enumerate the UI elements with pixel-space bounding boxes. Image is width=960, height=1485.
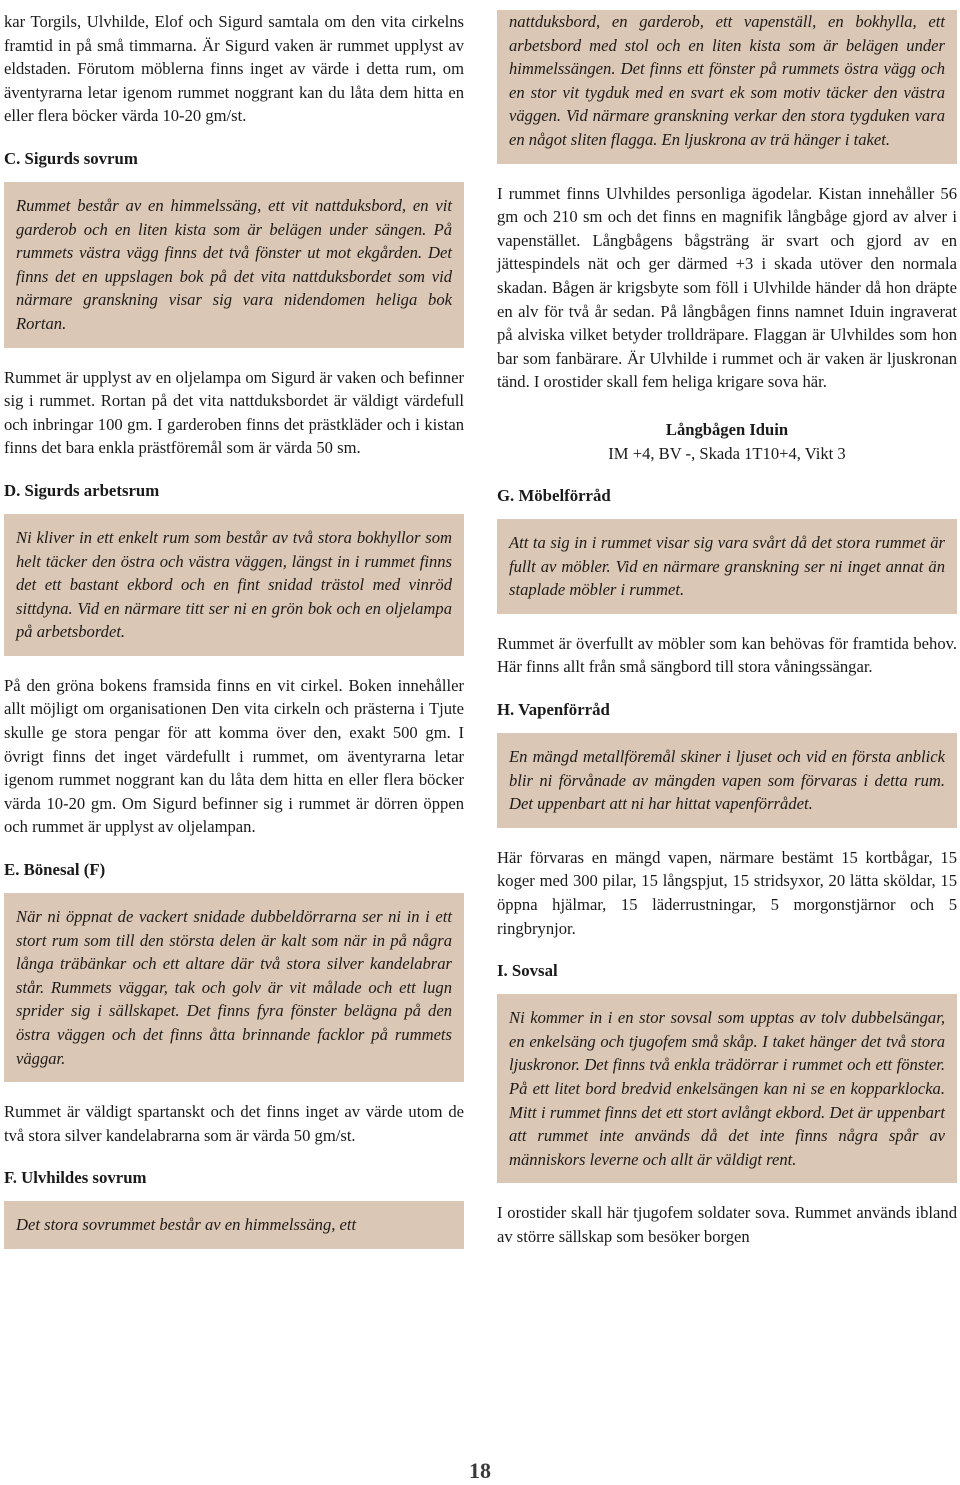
section-c-text: Rummet är upplyst av en oljelampa om Sigurd är vaken och befinner sig i rummet. Rortan på det vita nattduksbordet är väldigt värdefull och inbringar 100 gm. I garderoben finns det prästkläder och i kistan finns det bara enkla prästföremål som är värda 50 sm.: [4, 367, 464, 458]
section-h-heading: H. Vapenförråd: [497, 700, 610, 720]
section-h-description-box: En mängd metallföremål skiner i ljuset och vid en första anblick blir ni förvånade av mängden vapen som förvaras i detta rum. Det uppenbart att ni har hittat vapenförrådet.: [497, 733, 957, 828]
section-d-text: På den gröna bokens framsida finns en vit cirkel. Boken innehåller allt möjligt om organisationen Den vita cirkeln och prästerna i Tjute skulle ge stora pengar för att komma över den, exakt 500 gm. I övrigt finns det inget värdefullt i rummet, om äventyrarna letar igenom rummet noggrant kan du låta dem hitta en eller flera böcker värda 10-20 gm. Om Sigurd befinner sig i rummet är dörren öppen och rummet är upplyst av oljelampan.: [4, 675, 464, 837]
page-number: 18: [469, 1458, 491, 1483]
section-f-text: I rummet finns Ulvhildes personliga ägodelar. Kistan innehåller 56 gm och 210 sm och det finns en magnifik långbåge gjord av alver i vapenstället. Långbågens bågsträng är svart och gjord av en jättespindels nät och ger därmed +3 i skada utöver den normala skadan. Bågen är krigsbyte som föll i Ulvhilde händer då hon dräpte en alv för två år sedan. På långbågen finns namnet Iduin ingraverat på alviska vilket betyder trolldräpare. Flaggan är Ulvhildes som hon bar som fanbärare. Är Ulvhilde i rummet och är vaken är ljuskronan tänd. I orostider skall fem heliga krigare sova här.: [497, 183, 957, 392]
section-f-heading: F. Ulvhildes sovrum: [4, 1168, 147, 1188]
section-e-text: Rummet är väldigt spartanskt och det finns inget av värde utom de två stora silver kandelabrarna som är värda 50 gm/st.: [4, 1102, 464, 1145]
section-e-heading: E. Bönesal (F): [4, 860, 106, 880]
left-column: [4, 10, 464, 1267]
weapon-stats: IM +4, BV -, Skada 1T10+4, Vikt 3: [608, 443, 846, 463]
section-f-description-box: Det stora sovrummet består av en himmelssäng, ett: [4, 1201, 464, 1249]
section-g-text: Rummet är överfullt av möbler som kan behövas för framtida behov. Här finns allt från små sängbord till stora våningssängar.: [497, 633, 957, 677]
right-column: [497, 10, 957, 1259]
section-i-heading: I. Sovsal: [497, 961, 558, 981]
weapon-title: Långbågen Iduin: [665, 419, 789, 439]
section-f-description-box-continued: nattduksbord, en garderob, ett vapenställ, en bokhylla, ett arbetsbord med stol och en liten kista som är belägen under himmelssängen. Det finns ett fönster på rummets östra vägg och en stor vit tygduk med en svart ek som motiv täcker den västra väggen. Vid närmare granskning verkar den stora tygduken vara en något sliten flagga. En ljuskrona av trä hänger i taket.: [497, 10, 957, 164]
section-e-description-box: När ni öppnat de vackert snidade dubbeldörrarna ser ni in i ett stort rum som till den största delen är kalt som när in på några långa träbänkar och ett altare där två stora silver kandelabrar står. Rummets väggar, tak och golv är vit målade och ett lugn sprider sig i sällskapet. Det finns fyra fönster belägna på den östra väggen och det finns åtta brinnande facklor på rummets väggar.: [4, 893, 464, 1082]
section-g-heading: G. Möbelförråd: [497, 486, 611, 506]
section-d-description-box: Ni kliver in ett enkelt rum som består av två stora bokhyllor som helt täcker den östra och västra väggen, längst in i rummet finns det ett bastant ekbord och en fint snidad trästol med vinröd sittdyna. Vid en närmare titt ser ni en grön bok och en oljelampa på arbetsbordet.: [4, 514, 464, 656]
section-g-description-box: Att ta sig in i rummet visar sig vara svårt då det stora rummet är fullt av möbler. Vid en närmare granskning ser ni inget annat än staplade möbler i rummet.: [497, 519, 957, 614]
section-d-heading: D. Sigurds arbetsrum: [4, 480, 160, 500]
intro-paragraph: kar Torgils, Ulvhilde, Elof och Sigurd samtala om den vita cirkelns framtid in på små timmarna. Är Sigurd vaken är rummet upplyst av eldstaden. Förutom möblerna finns inget av värde i detta rum, om äventyrarna letar igenom rummet noggrant kan du låta dem hitta en eller flera böcker värda 10-20 gm/st.: [4, 12, 464, 126]
section-i-description-box: Ni kommer in i en stor sovsal som upptas av tolv dubbelsängar, en enkelsäng och tjugofem små skåp. I taket hänger det två stora ljuskronor. Det finns två enkla trädörrar i rummet och ett fönster. På ett litet bord bredvid enkelsängen kan ni se en kopparklocka. Mitt i rummet finns det ett stort avlångt ekbord. Det är uppenbart att rummet inte används då det inte finns några spår av människors leverne och allt är väldigt rent.: [497, 994, 957, 1183]
section-h-text: Här förvaras en mängd vapen, närmare bestämt 15 kortbågar, 15 koger med 300 pilar, 15 långspjut, 15 stridsyxor, 20 lätta sköldar, 15 öppna hjälmar, 15 läderrustningar, 5 morgonstjärnor och 5 ringbrynjor.: [497, 847, 957, 938]
section-c-heading: C. Sigurds sovrum: [4, 148, 138, 168]
section-c-description-box: Rummet består av en himmelssäng, ett vit nattduksbord, en vit garderob och en liten kista som är belägen under sängen. På rummets västra vägg finns det två fönster ut mot ekgården. Det finns det en uppslagen bok på det vita nattduksbordet som vid närmare granskning visar sig vara nidendomen heliga bok Rortan.: [4, 182, 464, 348]
section-i-text: I orostider skall här tjugofem soldater sova. Rummet används ibland av större sällskap som besöker borgen: [497, 1203, 957, 1246]
